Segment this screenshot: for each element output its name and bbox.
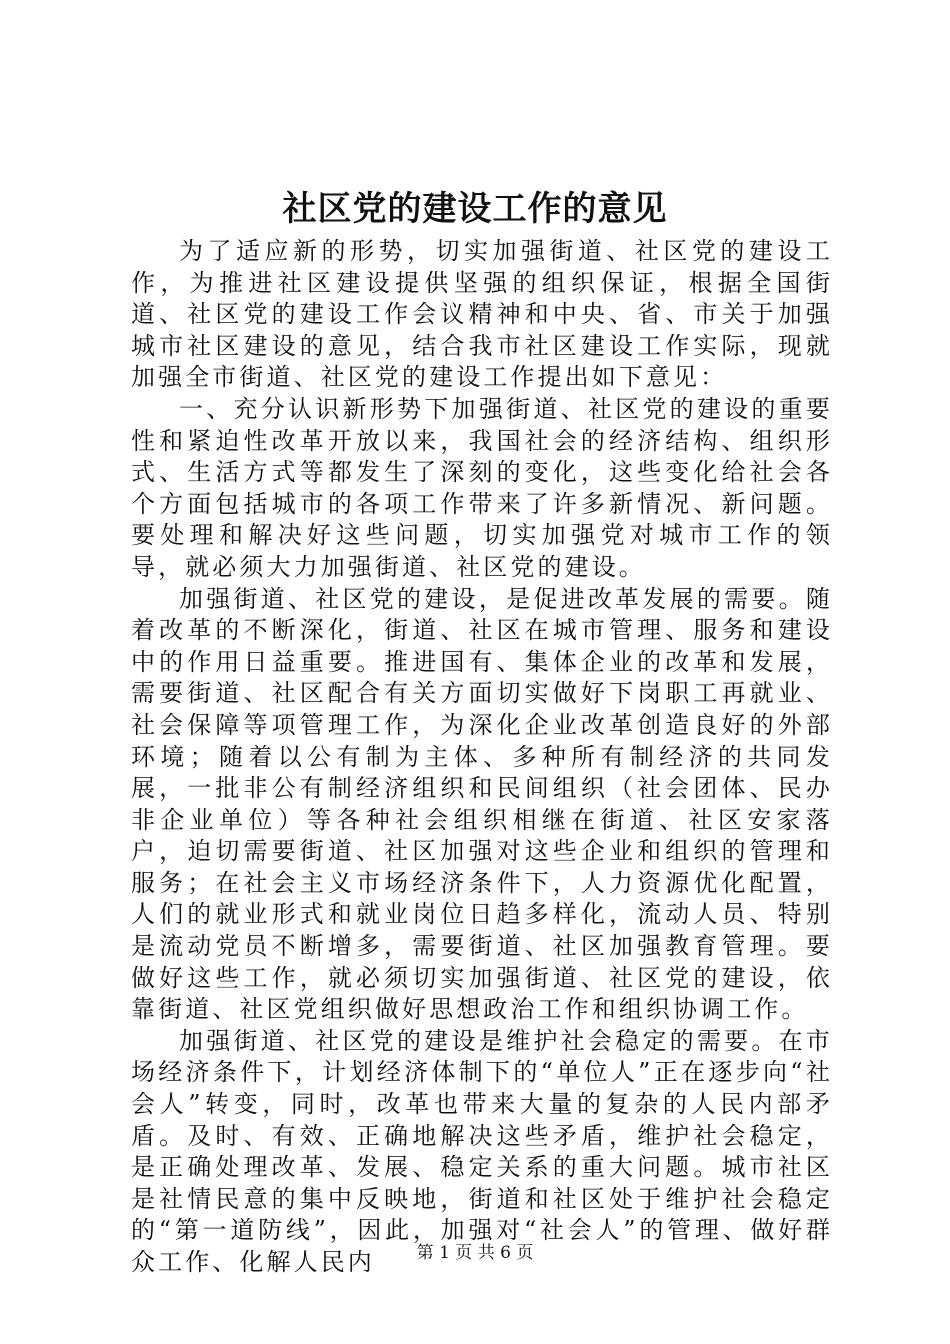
document-body [131, 236, 833, 1279]
paragraph-reform-development: 加强街道、社区党的建设，是促进改革发展的需要。随着改革的不断深化，街道、社区在城市管理、服务和建设中的作用日益重要。推进国有、集体企业的改革和发展，需要街道、社区配合有关方面切实做好下岗职工再就业、社会保障等项管理工作，为深化企业改革创造良好的外部环境；随着以公有制为主体、多种所有制经济的共同发展，一批非公有制经济组织和民间组织（社会团体、民办非企业单位）等各种社会组织相继在街道、社区安家落户，迫切需要街道、社区加强对这些企业和组织的管理和服务；在社会主义市场经济条件下，人力资源优化配置，人们的就业形式和就业岗位日趋多样化，流动人员、特别是流动党员不断增多，需要街道、社区加强教育管理。要做好这些工作，就必须切实加强街道、社区党的建设，依靠街道、社区党组织做好思想政治工作和组织协调工作。 [131, 584, 833, 1024]
paragraph-intro: 为了适应新的形势，切实加强街道、社区党的建设工作，为推进社区建设提供坚强的组织保证，根据全国街道、社区党的建设工作会议精神和中央、省、市关于加强城市社区建设的意见，结合我市社区建设工作实际，现就加强全市街道、社区党的建设工作提出如下意见： [131, 237, 833, 392]
paragraph-social-stability: 加强街道、社区党的建设是维护社会稳定的需要。在市场经济条件下，计划经济体制下的“单位人”正在逐步向“社会人”转变，同时，改革也带来大量的复杂的人民内部矛盾。及时、有效、正确地解决这些矛盾，维护社会稳定，是正确处理改革、发展、稳定关系的重大问题。城市社区是社情民意的集中反映地，街道和社区处于维护社会稳定的“第一道防线”，因此，加强对“社会人”的管理、做好群众工作、化解人民内 [131, 1026, 833, 1276]
paragraph-section-one: 一、充分认识新形势下加强街道、社区党的建设的重要性和紧迫性改革开放以来，我国社会的经济结构、组织形式、生活方式等都发生了深刻的变化，这些变化给社会各个方面包括城市的各项工作带来了许多新情况、新问题。要处理和解决好这些问题，切实加强党对城市工作的领导，就必须大力加强街道、社区党的建设。 [131, 394, 833, 581]
document-title: 社区党的建设工作的意见 [282, 189, 668, 229]
page-number-footer: 第 1 页 共 6 页 [416, 1243, 534, 1263]
